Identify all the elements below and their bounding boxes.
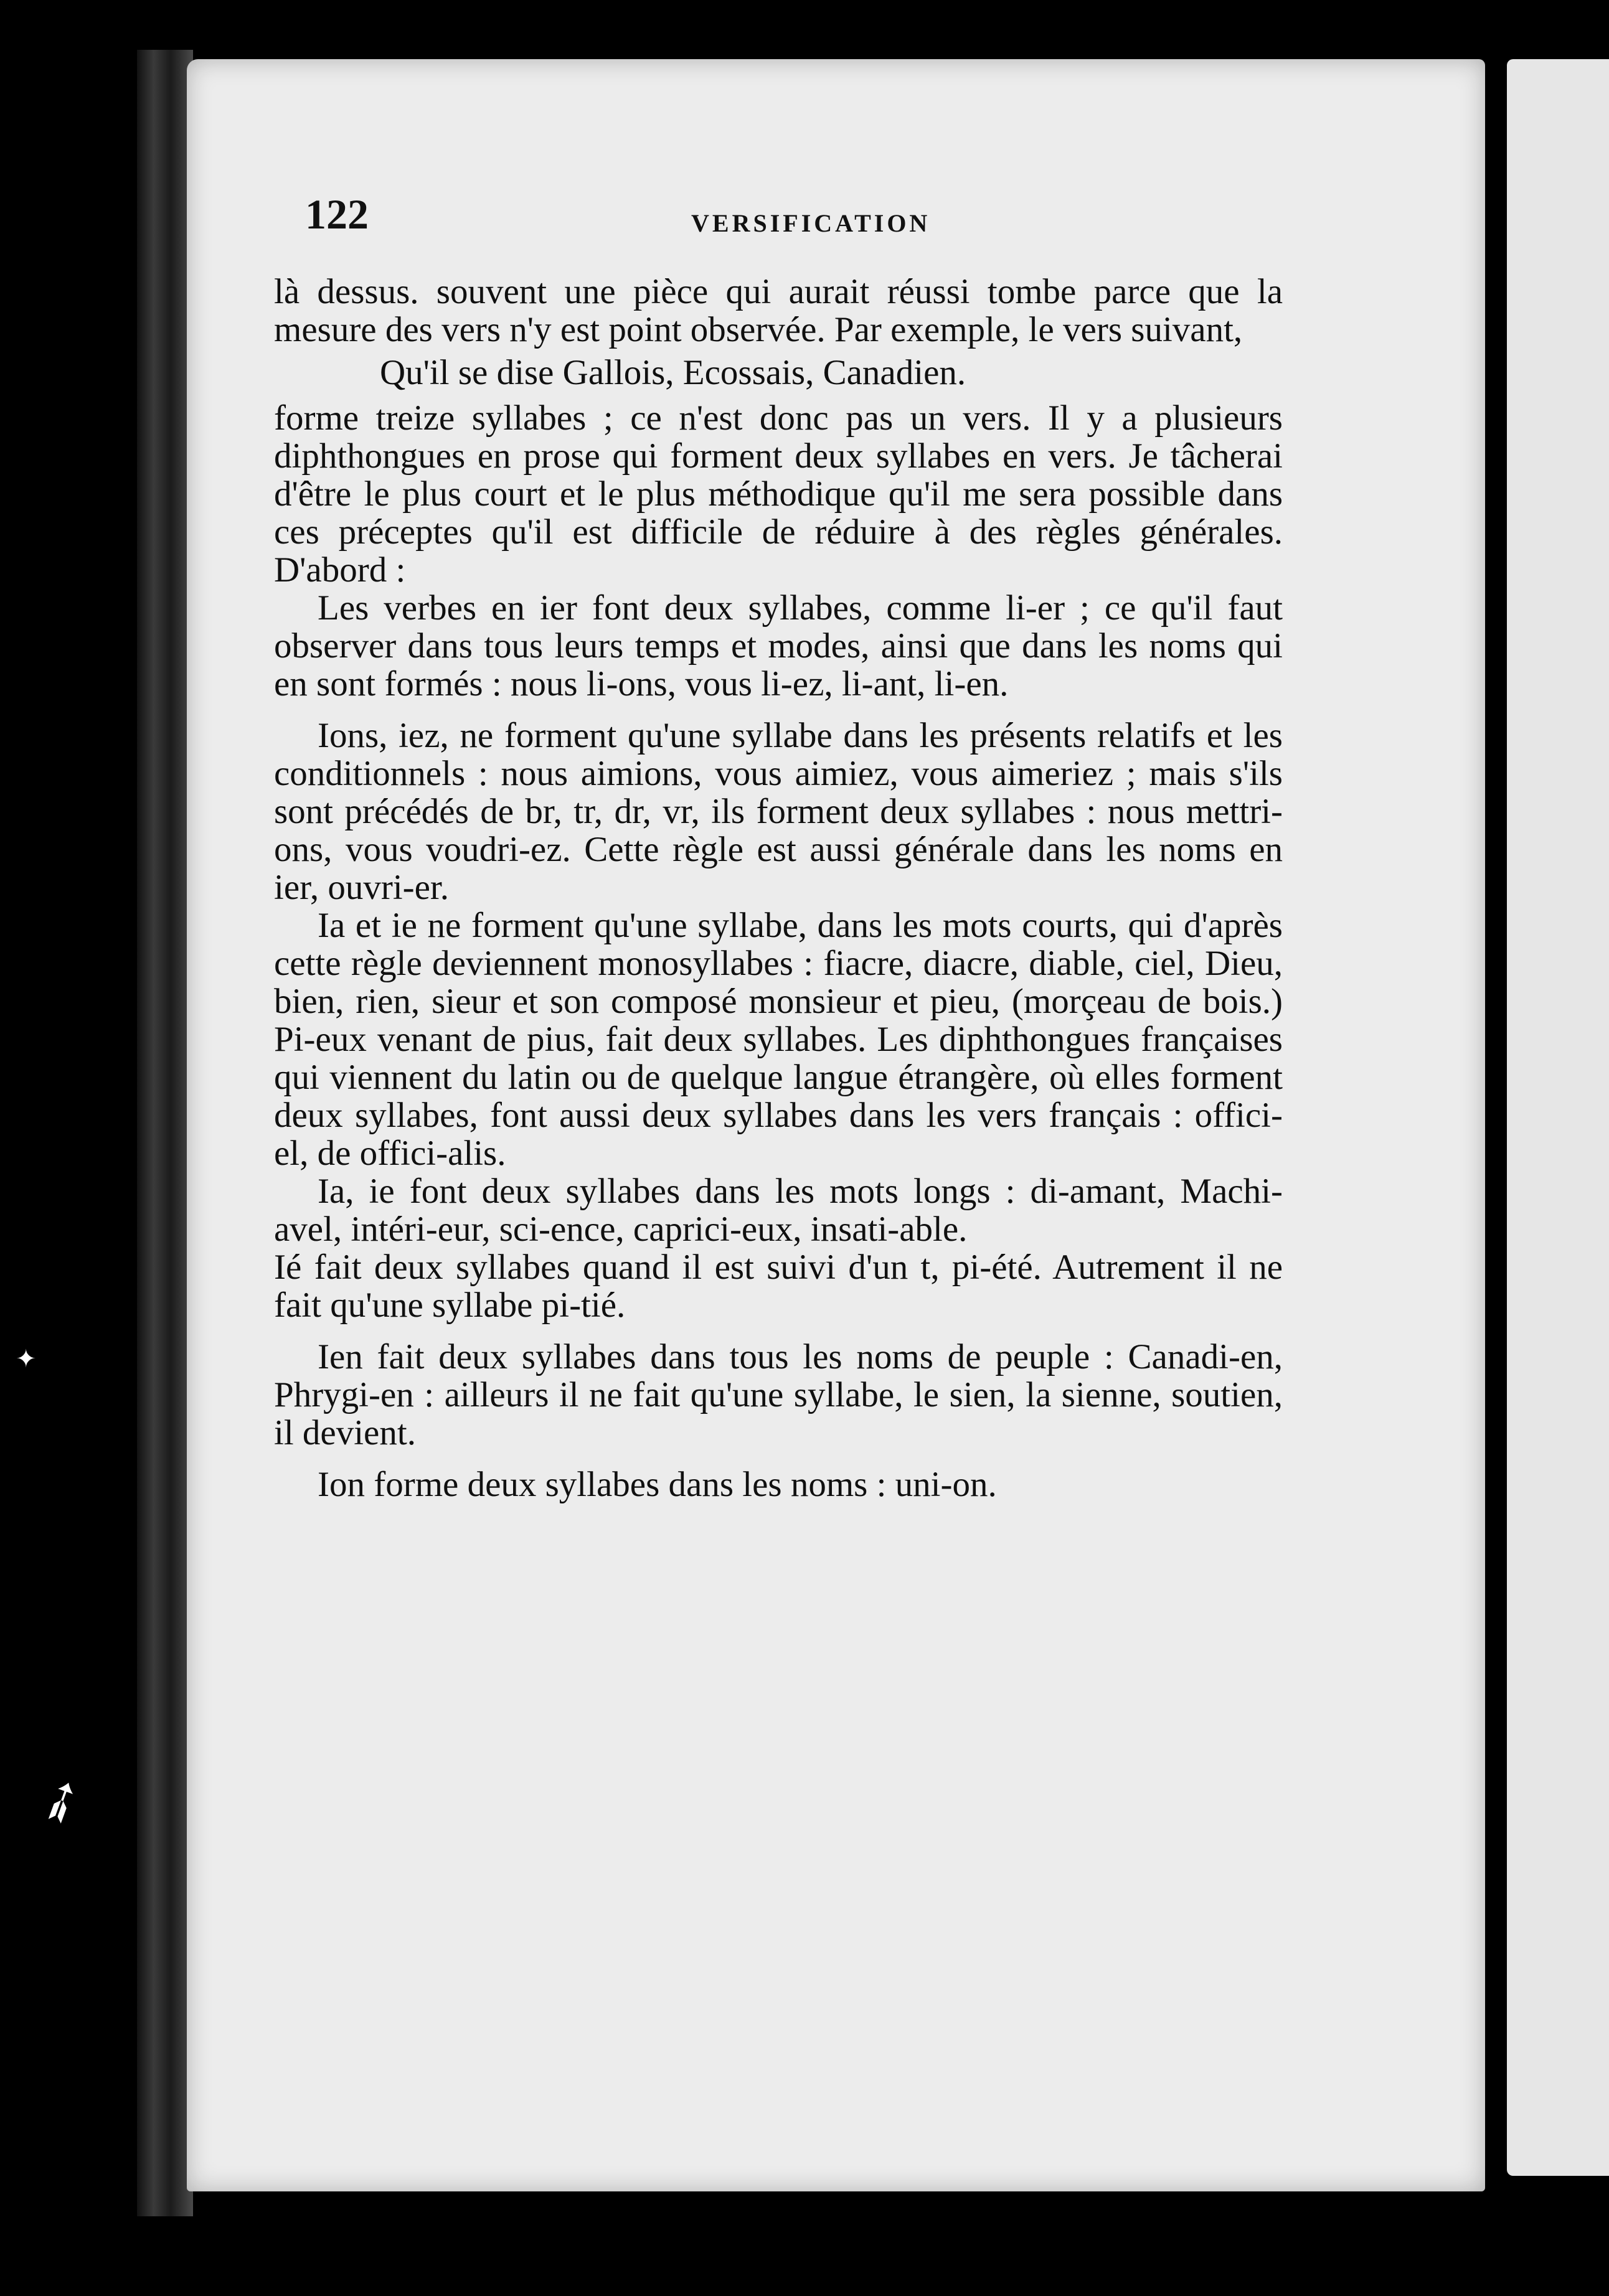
page-header xyxy=(305,190,1276,265)
book-spine xyxy=(137,50,193,2216)
paragraph-intro: là dessus. souvent une pièce qui aurait réussi tombe parce que la mesure des vers n'y est point observée. Par exemple, le vers suivant, xyxy=(274,272,1283,349)
margin-arrow-mark: ➶ xyxy=(26,1761,97,1841)
paragraph-diphthongues: forme treize syllabes ; ce n'est donc pas un vers. Il y a plusieurs diphthongues en prose qui forment deux syllabes en vers. Je tâcherai d'être le plus court et le plus méthodique qu'il me sera possible dans ces préceptes qu'il est difficile de réduire à des règles générales. D'abord : xyxy=(274,398,1283,590)
facing-page-edge xyxy=(1507,59,1609,2176)
paragraph-verbes-ier: Les verbes en ier font deux syllabes, comme li-er ; ce qu'il faut observer dans tous leurs temps et modes, ainsi que dans les noms qui en sont formés : nous li-ons, vous li-ez, li-ant, li-en. xyxy=(274,588,1283,703)
paragraph-ion: Ion forme deux syllabes dans les noms : uni-on. xyxy=(318,1465,997,1504)
paragraph-ien: Ien fait deux syllabes dans tous les noms de peuple : Canadi-en, Phrygi-en : ailleurs il ne fait qu'une syllabe, le sien, la sienne, soutien, il devient. xyxy=(274,1337,1283,1452)
paragraph-ia-ie-courts: Ia et ie ne forment qu'une syllabe, dans les mots courts, qui d'après cette règle deviennent monosyllabes : fiacre, diacre, diable, ciel, Dieu, bien, rien, sieur et son composé monsieur et pieu, (morçeau de bois.) Pi-eux venant de pius, fait deux syllabes. Les diphthongues françaises qui viennent du latin ou de quelque langue étrangère, où elles forment deux syllabes, font aussi deux syllabes dans les vers français : offici-el, de offici-alis. xyxy=(274,906,1283,1173)
paragraph-ie-accent: Ié fait deux syllabes quand il est suivi d'un t, pi-été. Autrement il ne fait qu'une syllabe pi-tié. xyxy=(274,1248,1283,1325)
running-title: VERSIFICATION xyxy=(691,209,931,237)
paragraph-ia-ie-longs: Ia, ie font deux syllabes dans les mots longs : di-amant, Machi-avel, intéri-eur, sci-ence, caprici-eux, insati-able. xyxy=(274,1172,1283,1249)
body-text xyxy=(274,273,1283,1503)
margin-ink-mark: ✦ xyxy=(16,1345,37,1373)
page-number: 122 xyxy=(305,191,369,238)
paragraph-ions-iez: Ions, iez, ne forment qu'une syllabe dans les présents relatifs et les conditionnels : nous aimions, vous aimiez, vous aimeriez ; mais s'ils sont précédés de br, tr, dr, vr, ils forment deux syllabes : nous mettri-ons, vous voudri-ez. Cette règle est aussi générale dans les noms en ier, ouvri-er. xyxy=(274,716,1283,907)
verse-example: Qu'il se dise Gallois, Ecossais, Canadien. xyxy=(380,353,966,392)
